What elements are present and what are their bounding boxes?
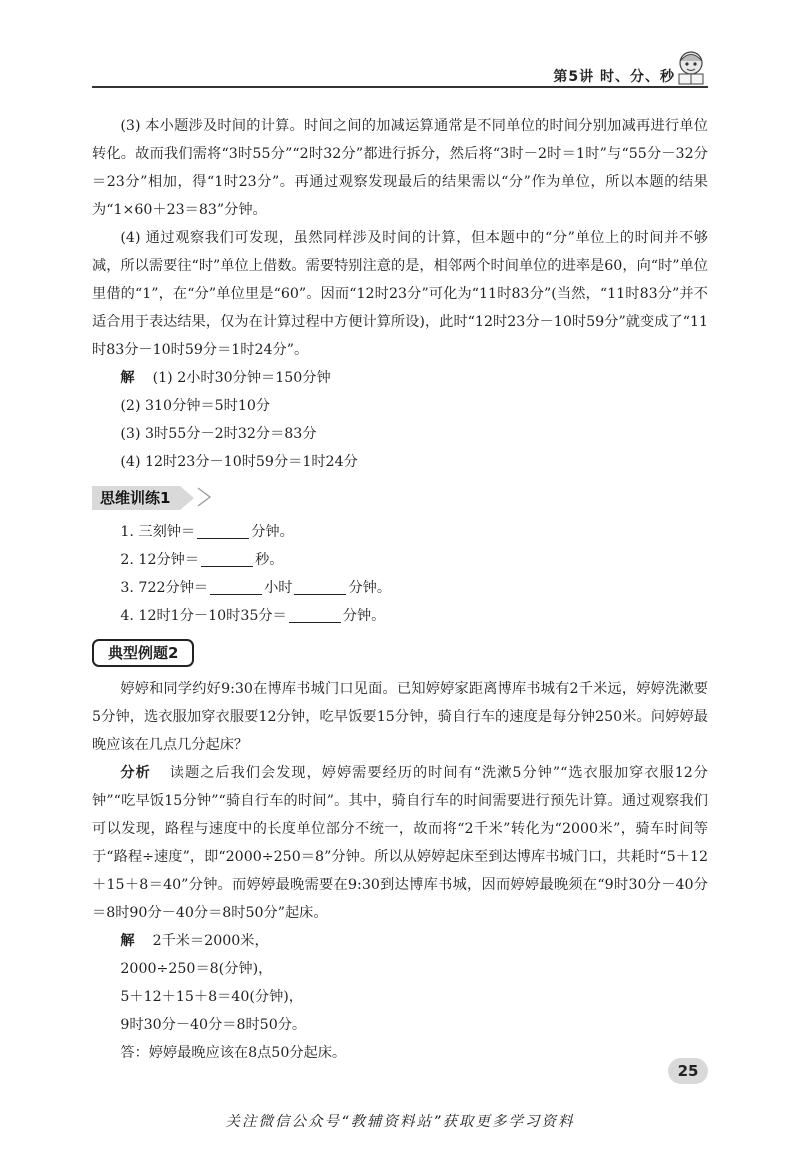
example-section-header [92,639,708,669]
chapter-title: 第5讲 时、分、秒 [553,69,675,85]
mascot-reading-icon [675,50,707,86]
solution-step-1: 2千米＝2000米， [152,933,269,949]
answer-blank [210,579,262,595]
question-unit: 分钟。 [342,608,386,624]
solution-item-1: (1) 2小时30分钟＝150分钟 [152,370,331,386]
solution-item-2: (2) 310分钟＝5时10分 [120,398,271,414]
training-question-3 [92,574,708,602]
example-analysis [92,759,708,927]
solution-step-3: 5＋12＋15＋8＝40(分钟)， [120,989,303,1005]
question-text: 2. 12分钟＝ [120,552,200,568]
solution-label: 解 [120,933,135,949]
answer-blank [294,579,346,595]
training-section-header [92,485,708,511]
training-question-1 [92,518,708,546]
example-problem: 婷婷和同学约好9:30在博库书城门口见面。已知婷婷家距离博库书城有2千米远，婷婷洗漱要5分钟，选衣服加穿衣服要12分钟，吃早饭要15分钟，骑自行车的速度是每分钟250米。问婷婷最晚应该在几点几分起床？ [92,681,708,753]
page-content [92,112,708,1067]
question-text: 3. 722分钟＝ [120,580,209,596]
solution-item-3: (3) 3时55分－2时32分＝83分 [120,426,317,442]
answer-blank [201,551,253,567]
training-question-4 [92,602,708,630]
example-solution-line [92,927,708,955]
solution-step-2: 2000÷250＝8(分钟)， [120,961,273,977]
solution-answer: 答：婷婷最晚应该在8点50分起床。 [120,1045,347,1061]
arrow-right-icon [196,487,212,507]
example-title: 典型例题2 [92,639,194,667]
question-unit: 分钟。 [348,580,392,596]
solution-label: 解 [120,370,135,386]
question-text: 1. 三刻钟＝ [120,524,196,540]
analysis-text: 读题之后我们会发现，婷婷需要经历的时间有“洗漱5分钟”“选衣服加穿衣服12分钟”“吃早饭15分钟”“骑自行车的时间”。其中，骑自行车的时间需要进行预先计算。通过观察我们可以发现，路程与速度中的长度单位部分不统一，故而将“2千米”转化为“2000米”，骑车时间等于“路程÷速度”，即“2000÷250＝8”分钟。所以从婷婷起床至到达博库书城门口，共耗时“5＋12＋15＋8＝40”分钟。而婷婷最晚需要在9:30到达博库书城，因而婷婷最晚须在“9时30分－40分＝8时90分－40分＝8时50分”起床。 [92,765,708,921]
solution-item-4: (4) 12时23分－10时59分＝1时24分 [120,454,358,470]
footer-note: 关注微信公众号“教辅资料站”获取更多学习资料 [225,1114,575,1130]
page-number: 25 [668,1058,708,1084]
question-text: 4. 12时1分－10时35分＝ [120,608,287,624]
solution-line [92,364,708,392]
analysis-paragraph-4: (4) 通过观察我们可发现，虽然同样涉及时间的计算，但本题中的“分”单位上的时间并不够减，所以需要往“时”单位上借数。需要特别注意的是，相邻两个时间单位的进率是60，向“时”单位里借的“1”，在“分”单位里是“60”。因而“12时23分”可化为“11时83分”(当然，“11时83分”并不适合用于表达结果，仅为在计算过程中方便计算所设)，此时“12时23分－10时59分”就变成了“11时83分－10时59分＝1时24分”。 [92,230,708,358]
training-question-2 [92,546,708,574]
analysis-label: 分析 [120,765,151,781]
answer-blank [289,607,341,623]
answer-blank [197,523,249,539]
solution-step-4: 9时30分－40分＝8时50分。 [120,1017,307,1033]
question-unit: 小时 [264,580,293,596]
header-rule [92,86,708,88]
training-title: 思维训练1 [92,486,180,510]
question-unit: 分钟。 [251,524,294,540]
question-unit: 秒。 [255,552,284,568]
analysis-paragraph-3: (3) 本小题涉及时间的计算。时间之间的加减运算通常是不同单位的时间分别加减再进行单位转化。故而我们需将“3时55分”“2时32分”都进行拆分，然后将“3时－2时＝1时”与“55分－32分＝23分”相加，得“1时23分”。再通过观察发现最后的结果需以“分”作为单位，所以本题的结果为“1×60＋23＝83”分钟。 [92,118,708,218]
